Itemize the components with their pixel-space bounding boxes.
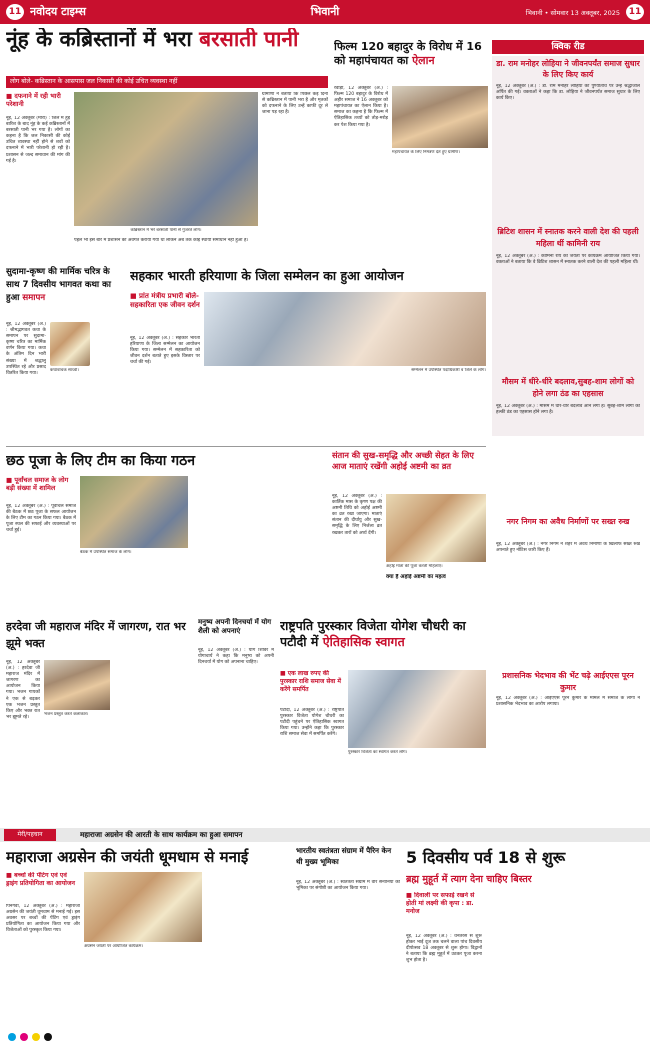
rashtrapati-headline-part1: राष्ट्रपति पुरस्कार विजेता योगेश चौधरी का पटौदी में xyxy=(280,618,466,649)
lead-col2: ग्रामीणों ने बताया कि पिछले कई दिनों से कब्रिस्तान में पानी भरा है और मृतकों को दफनाने के लिए उन्हें काफी दूर ले जाना पड़ रहा है। xyxy=(262,92,328,116)
lead-headline-part1: नूंह के कब्रिस्तानों में भरा xyxy=(6,28,200,51)
mukhya-headline: भारतीय स्वतंत्रता संग्राम में पैरिन केन थी मुख्य भूमिका xyxy=(296,846,392,866)
film-headline xyxy=(334,40,486,82)
sahkar-side: ■ प्रांत मंत्रीय प्रभारी बोले- सहकारिता एक जीवन दर्शन xyxy=(130,292,200,309)
date-line: भिवानी • सोमवार 13 अक्तूबर, 2025 xyxy=(525,9,620,17)
rashtrapati-side: ■ एक लाख रुपए की पुरस्कार राशि समाज सेवा में करेंगे समर्पित xyxy=(280,670,341,693)
chhath-body: नूंह, 12 अक्तूबर (अ.) : पूर्वांचल समाज की बैठक में छठ पूजा के सफल आयोजन के लिए टीम का गठन किया गया। बैठक में पूजा स्थल की सफाई और व्यवस्थाओं पर चर्चा हुई। xyxy=(6,504,76,534)
quick-item-1-body: नूंह, 12 अक्तूबर (अ.) : डा. राम मनोहर लोहिया की पुण्यतिथि पर उन्हें श्रद्धांजलि अर्पित की गई। वक्ताओं ने कहा कि डा. लोहिया ने जीवनपर्यंत समाज सुधार के लिए कार्य किए। xyxy=(496,84,640,102)
chhath-caption: बैठक में उपस्थित समाज के लोग। xyxy=(80,550,132,555)
sudama-photo xyxy=(50,322,90,366)
sudama-col2 xyxy=(92,322,124,442)
santan-caption: अहोई माता की पूजा करती महिलाएं। xyxy=(386,564,443,569)
sudama-headline xyxy=(6,266,124,320)
lead-headline-part2: बरसाती पानी xyxy=(199,28,299,51)
bottom-bar xyxy=(0,828,650,842)
panch-col2 xyxy=(486,892,644,1022)
color-mark-cyan xyxy=(8,1033,16,1041)
quick-read-column xyxy=(492,56,644,436)
lead-photo-caption: कब्रिस्तान में भरे बरसाती पानी से गुजरते लोग। xyxy=(130,228,202,233)
agrasen-col2 xyxy=(206,872,290,1022)
santan-body: नूंह, 12 अक्तूबर (अ.) : कार्तिक मास के कृष्ण पक्ष की अष्टमी तिथि को अहोई अष्टमी का व्रत रखा जाएगा। माताएं संतान की दीर्घायु और सुख-समृद्धि के लिए निर्जला व्रत रखकर तारों को अर्घ्य देंगी। xyxy=(332,494,382,536)
bottom-bar-text: महाराजा अग्रसेन की आरती के साथ कार्यक्रम का हुआ समापन xyxy=(80,830,243,839)
lead-photo xyxy=(74,92,258,226)
rashtrapati-caption: पुरस्कार विजेता का स्वागत करते लोग। xyxy=(348,750,408,755)
rashtrapati-photo xyxy=(348,670,486,748)
panch-headline: 5 दिवसीय पर्व 18 से शुरू xyxy=(406,848,566,867)
panch-body: नूंह, 12 अक्तूबर (अ.) : धनतेरस से शुरू होकर भाई दूज तक चलने वाला पांच दिवसीय दीपोत्सव 18 अक्तूबर से शुरू होगा। विद्वानों ने बताया कि ब्रह्म मुहूर्त में उठकर पूजा करना शुभ होता है। xyxy=(406,934,482,964)
color-mark-black xyxy=(44,1033,52,1041)
hardeva-col2 xyxy=(114,660,194,820)
hardeva-caption: भजन प्रस्तुत करते कलाकार। xyxy=(44,712,89,717)
santan-sub: क्या है अहोई अष्टमी का महत्व xyxy=(386,574,446,580)
sudama-headline-part2: समापन xyxy=(22,293,46,303)
color-mark-yellow xyxy=(32,1033,40,1041)
footer-color-marks xyxy=(0,1030,650,1043)
chhath-col2 xyxy=(192,476,326,614)
hardeva-photo xyxy=(44,660,110,710)
page-number-left: 11 xyxy=(6,4,24,20)
santan-headline: संतान की सुख-समृद्धि और अच्छी सेहत के लिए आज माताएं रखेंगी अहोई अष्टमी का व्रत xyxy=(332,450,474,471)
agrasen-headline: महाराजा अग्रसेन की जयंती धूमधाम से मनाई xyxy=(6,848,249,866)
quick-item-3-head: मौसम में धीरे-धीरे बदलाव,सुबह-शाम लोगों को होने लगा ठंड का एहसास xyxy=(501,377,635,398)
manushya-body: नूंह, 12 अक्तूबर (अ.) : योग शिविर में योगाचार्य ने कहा कि मनुष्य को अपनी दिनचर्या में योग को अपनाना चाहिए। xyxy=(198,648,274,666)
rashtrapati-col2 xyxy=(348,760,486,820)
agrasen-side: ■ बच्चों की पेंटिंग एवं एवं ड्राइंग प्रतियोगिता का आयोजन xyxy=(6,872,76,887)
masthead xyxy=(0,0,650,24)
rashtrapati-headline xyxy=(280,618,486,666)
section-name: भिवानी xyxy=(310,5,340,18)
lead-col3: पहले भी इस बारे में प्रशासन को अवगत कराया गया था लेकिन अब तक कोई स्थायी समाधान नहीं हुआ है। xyxy=(74,238,249,243)
film-caption: महापंचायत के लिए निमंत्रण देते हुए ग्रामीण। xyxy=(392,150,460,155)
film-body: रेवाड़ी, 12 अक्तूबर (अ.) : फिल्म 120 बहादुर के विरोध में अहीर समाज ने 16 अक्तूबर को महापंचायत का ऐलान किया है। समाज का कहना है कि फिल्म में ऐतिहासिक तथ्यों को तोड़-मरोड़ कर पेश किया गया है। xyxy=(334,86,388,128)
film-headline-part1: फिल्म 120 बहादुर के विरोध में 16 को महापंचायत का xyxy=(334,40,482,67)
sahkar-headline: सहकार भारती हरियाणा के जिला सम्मेलन का हुआ आयोजन xyxy=(130,268,404,283)
film-photo xyxy=(392,86,488,148)
lead-strap: लोग बोले- कब्रिस्तान के आसपास जल निकासी की कोई उचित व्यवस्था नहीं xyxy=(6,76,328,88)
paper-title: नवोदय टाइम्स xyxy=(30,5,86,18)
quick-item-4-body: नूंह, 12 अक्तूबर (अ.) : नगर निगम ने शहर में अवैध निर्माणों के खिलाफ सख्त रुख अपनाते हुए नोटिस जारी किए हैं। xyxy=(496,542,640,554)
lead-side-head: ■ दफनाने में रही भारी परेशानी xyxy=(6,92,61,108)
chhath-headline: छठ पूजा के लिए टीम का किया गठन xyxy=(6,453,195,469)
agrasen-body: पिनंगवां, 12 अक्तूबर (अ.) : महाराजा अग्रसेन की जयंती धूमधाम से मनाई गई। इस अवसर पर बच्चों की पेंटिंग एवं ड्राइंग प्रतियोगिता का आयोजन किया गया और विजेताओं को पुरस्कृत किया गया। xyxy=(6,904,80,934)
sudama-body: नूंह, 12 अक्तूबर (अ.) : श्रीमद्भागवत कथा के समापन पर सुदामा-कृष्ण चरित्र का मार्मिक वर्णन किया गया। कथा के अंतिम दिन भारी संख्या में श्रद्धालु उपस्थित रहे और प्रसाद वितरित किया गया। xyxy=(6,322,46,376)
quick-item-2-body: नूंह, 12 अक्तूबर (अ.) : कामिनी राय की जयंती पर कार्यक्रम आयोजित किया गया। वक्ताओं ने बताया कि वे ब्रिटिश शासन में स्नातक करने वाली देश की पहली महिला थीं। xyxy=(496,254,640,266)
color-mark-magenta xyxy=(20,1033,28,1041)
sahkar-caption: सम्मेलन में उपस्थित पदाधिकारी व जिले के लोग। xyxy=(411,368,486,373)
film-headline-part2: ऐलान xyxy=(412,54,435,67)
quick-item-1-head: डा. राम मनोहर लोहिया ने जीवनपर्यंत समाज सुधार के लिए किए कार्य xyxy=(496,59,640,79)
quick-item-5-head: प्रशासनिक भेदभाव की भेंट चढ़े आईएएस पूरन कुमार xyxy=(502,671,634,692)
chhath-side: ■ पूर्वांचल समाज के लोग बड़ी संख्या में शामिल xyxy=(6,476,69,492)
panch-sub: ब्रह्म मुहूर्त में त्याग देना चाहिए बिस्तर xyxy=(406,874,532,885)
hardeva-headline: हरदेवा जी महाराज मंदिर में जागरण, रात भर झूमे भक्त xyxy=(6,620,186,650)
sahkar-photo xyxy=(204,292,486,366)
mukhya-body: नूंह, 12 अक्तूबर (अ.) : स्वतंत्रता संग्राम में वीर सेनानियों की भूमिका पर संगोष्ठी का आयोजन किया गया। xyxy=(296,880,400,892)
sahkar-body: नूंह, 12 अक्तूबर (अ.) : सहकार भारती हरियाणा के जिला सम्मेलन का आयोजन किया गया। सम्मेलन में सहकारिता को जीवन दर्शन बताते हुए इसके विस्तार पर चर्चा की गई। xyxy=(130,336,200,366)
sudama-headline-part1: सुदामा-कृष्ण की मार्मिक चरित्र के साथ 7 दिवसीय भागवत कथा का हुआ xyxy=(6,267,111,303)
lead-body: नूंह, 12 अक्तूबर (मोरा) : जिले में हुई बारिश के बाद नूंह के कई कब्रिस्तानों में बरसाती पानी भर गया है। लोगों का कहना है कि जल निकासी की कोई उचित व्यवस्था नहीं होने से शवों को दफनाने में भारी परेशानी हो रही है। प्रशासन से जल्द समाधान की मांग की गई है। xyxy=(6,116,70,164)
manushya-headline: मनुष्य अपनी दिनचर्या में योग शैली को अपनाएं xyxy=(198,618,272,635)
sahkar-col2 xyxy=(204,378,486,442)
divider xyxy=(6,446,486,447)
rashtrapati-body: पटौदी, 12 अक्तूबर (अ.) : राष्ट्रपति पुरस्कार विजेता योगेश चौधरी का पटौदी पहुंचने पर ऐतिहासिक स्वागत किया गया। उन्होंने कहा कि पुरस्कार राशि समाज सेवा में समर्पित करेंगे। xyxy=(280,708,344,738)
quick-read-banner: क्विक रीड xyxy=(492,40,644,54)
rashtrapati-headline-part2: ऐतिहासिक स्वागत xyxy=(322,634,405,649)
bottom-bar-tag: मेरी/पहचान xyxy=(4,829,56,841)
quick-item-3-body: नूंह, 12 अक्तूबर (अ.) : मौसम में धीरे-धीरे बदलाव आने लगा है। सुबह-शाम लोगों को हल्की ठंड का एहसास होने लगा है। xyxy=(496,404,640,416)
santan-photo xyxy=(386,494,486,562)
sudama-caption: कथावाचक साध्वी। xyxy=(50,368,79,373)
quick-item-2-head: ब्रिटिश शासन में स्नातक करने वाली देश की पहली महिला थीं कामिनी राय xyxy=(497,227,639,248)
quick-item-5-body: नूंह, 12 अक्तूबर (अ.) : आईएएस पूरन कुमार के मामले में समाज के लोगों ने प्रशासनिक भेदभाव का आरोप लगाया। xyxy=(496,696,640,708)
agrasen-caption: अग्रसेन जयंती पर आयोजित कार्यक्रम। xyxy=(84,944,144,949)
agrasen-photo xyxy=(84,872,202,942)
hardeva-body: नूंह, 12 अक्तूबर (अ.) : हरदेवा जी महाराज मंदिर में जागरण का आयोजन किया गया। भजन गायकों ने एक से बढ़कर एक भजन प्रस्तुत किए और भक्त रात भर झूमते रहे। xyxy=(6,660,40,720)
page-number-right: 11 xyxy=(626,4,644,20)
panch-side: ■ दिवाली पर सफाई रखने से होती मां लक्ष्मी की कृपा : डा. मनोज xyxy=(406,892,475,915)
quick-item-4-head: नगर निगम का अवैध निर्माणों पर सख्त रुख xyxy=(506,517,630,526)
chhath-photo xyxy=(80,476,188,548)
lead-headline xyxy=(6,28,328,74)
